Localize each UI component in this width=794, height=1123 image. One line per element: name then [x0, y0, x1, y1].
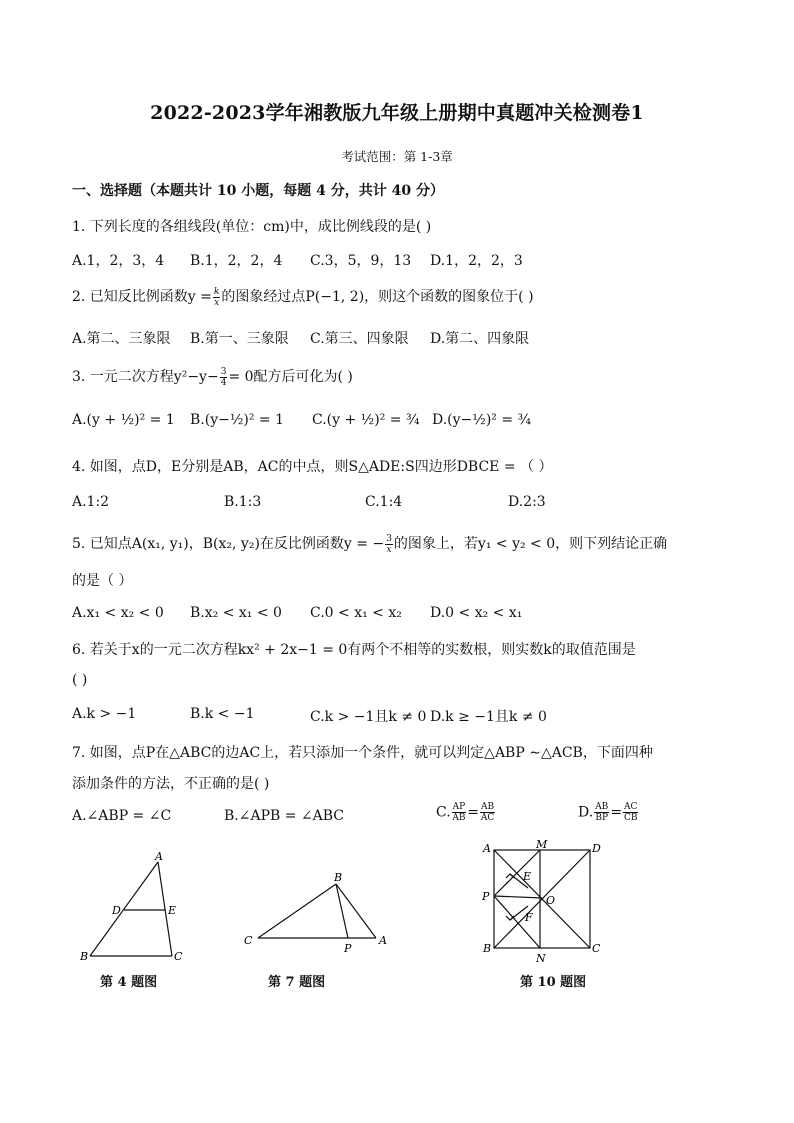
question-3-stem: 3. 一元二次方程y²−y− $\frac{3}{4}$ = 0配方后可化为( ): [72, 366, 353, 388]
option-b[interactable]: B.1，2，2，4: [190, 253, 283, 269]
fraction: $\frac{3}{x}$: [386, 533, 392, 555]
label-o: O: [546, 894, 556, 907]
option-a[interactable]: A.∠ABP = ∠C: [72, 808, 172, 824]
option-a[interactable]: A.(y + ½)² = 1: [72, 412, 175, 428]
fraction: $\frac{AP}{AB}$: [452, 802, 466, 823]
option-a[interactable]: A.第二、三象限: [72, 331, 171, 347]
question-5-stem: 5. 已知点A(x₁, y₁)，B(x₂, y₂)在反比例函数y = − $\frac{3}{x}$ 的图象上，若y₁ < y₂ < 0，则下列结论正确: [72, 533, 668, 555]
question-1-stem: 1. 下列长度的各组线段(单位：cm)中，成比例线段的是( ): [72, 219, 432, 235]
fraction: $\frac{3}{4}$: [220, 366, 227, 388]
option-c[interactable]: C.0 < x₁ < x₂: [310, 605, 402, 621]
option-b[interactable]: B.第一、三象限: [190, 331, 289, 347]
option-c[interactable]: C.第三、四象限: [310, 331, 409, 347]
label-b: B: [80, 950, 89, 963]
option-b[interactable]: B.x₂ < x₁ < 0: [190, 605, 282, 621]
question-6-stem-continued: ( ): [72, 672, 88, 688]
fraction: $\frac{AC}{CB}$: [623, 802, 638, 823]
question-6-stem: 6. 若关于x的一元二次方程kx² + 2x−1 = 0有两个不相等的实数根，则实数k的取值范围是: [72, 642, 636, 658]
option-b[interactable]: B.∠APB = ∠ABC: [224, 808, 345, 824]
label-b: B: [334, 871, 343, 884]
option-a[interactable]: A.k > −1: [72, 706, 137, 722]
option-d[interactable]: D.0 < x₂ < x₁: [430, 605, 523, 621]
option-c[interactable]: C.3，5，9，13: [310, 253, 412, 269]
option-a[interactable]: A.x₁ < x₂ < 0: [72, 605, 164, 621]
label-e: E: [523, 870, 532, 883]
option-c[interactable]: C.(y + ½)² = ¾: [312, 412, 420, 428]
option-b[interactable]: B.k < −1: [190, 706, 255, 722]
option-c[interactable]: C. $\frac{AP}{AB}$ = $\frac{AB}{AC}$: [436, 802, 495, 823]
figure-7-caption: 第 7 题图: [268, 975, 326, 990]
option-d[interactable]: D.2:3: [508, 494, 546, 510]
section-heading: 一、选择题（本题共计 10 小题，每题 4 分，共计 40 分）: [72, 183, 444, 199]
figure-4-triangle: [78, 848, 198, 966]
figure-4-caption: 第 4 题图: [100, 975, 158, 990]
question-4-stem: 4. 如图，点D，E分别是AB，AC的中点，则S△ADE:S四边形DBCE = （ ）: [72, 459, 553, 475]
label-p: P: [482, 890, 490, 903]
option-b[interactable]: B.(y−½)² = 1: [190, 412, 285, 428]
option-b[interactable]: B.1:3: [224, 494, 262, 510]
question-2-stem: 2. 已知反比例函数y = $\frac{k}{x}$ 的图象经过点P(−1, 2)，则这个函数的图象位于( ): [72, 286, 534, 308]
option-c[interactable]: C.1:4: [365, 494, 403, 510]
option-c[interactable]: C.k > −1且k ≠ 0: [310, 709, 427, 725]
figure-10-caption: 第 10 题图: [520, 975, 587, 990]
figure-7-triangle: [238, 866, 398, 956]
label-c: C: [592, 942, 601, 955]
exam-scope: 考试范围：第 1-3章: [341, 149, 453, 164]
label-d: D: [592, 842, 601, 855]
figure-10-square: [478, 836, 606, 968]
page-title: 2022-2023学年湘教版九年级上册期中真题冲关检测卷1: [150, 102, 644, 124]
label-f: F: [525, 911, 533, 924]
label-a: A: [483, 842, 491, 855]
option-d[interactable]: D.第二、四象限: [430, 331, 530, 347]
option-a[interactable]: A.1:2: [72, 494, 110, 510]
label-n: N: [536, 952, 546, 965]
label-a: A: [379, 934, 387, 947]
fraction: $\frac{AB}{AC}$: [480, 802, 495, 823]
option-d[interactable]: D. $\frac{AB}{BP}$ = $\frac{AC}{CB}$: [578, 802, 638, 823]
label-m: M: [536, 838, 548, 851]
option-d[interactable]: D.1，2，2，3: [430, 253, 523, 269]
label-a: A: [155, 850, 163, 863]
question-7-stem: 7. 如图，点P在△ABC的边AC上，若只添加一个条件，就可以判定△ABP ∼△ACB，下面四种: [72, 745, 653, 761]
label-e: E: [168, 904, 177, 917]
option-d[interactable]: D.(y−½)² = ¾: [432, 412, 532, 428]
label-b: B: [483, 942, 492, 955]
fraction: $\frac{k}{x}$: [213, 286, 220, 308]
label-c: C: [174, 950, 183, 963]
label-c: C: [244, 934, 253, 947]
option-a[interactable]: A.1，2，3，4: [72, 253, 165, 269]
label-d: D: [112, 904, 121, 917]
question-7-stem-continued: 添加条件的方法，不正确的是( ): [72, 776, 270, 792]
option-d[interactable]: D.k ≥ −1且k ≠ 0: [430, 709, 547, 725]
label-p: P: [344, 942, 352, 955]
fraction: $\frac{AB}{BP}$: [595, 802, 609, 823]
question-5-stem-continued: 的是（ ）: [72, 573, 133, 589]
